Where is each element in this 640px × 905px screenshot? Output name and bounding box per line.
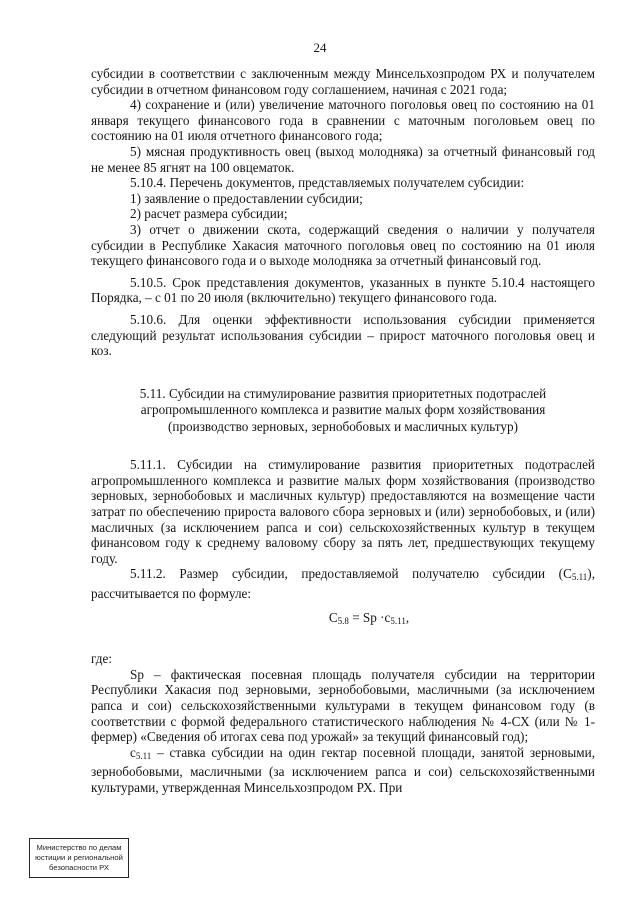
document-body	[91, 66, 595, 795]
subscript: 5.11	[135, 750, 152, 761]
sp-definition: Sp – фактическая посевная площадь получателя субсидии на территории Республики Хакасия под зерновыми, зернобобовыми, масличными (за исключением рапса и сои) сельскохозяйственными культурами в текущем финансовом году (в соответствии с формой федерального статистического наблюдения № 4-СХ (или № 1-фермер) «Сведения об итогах сева под урожай» за текущий финансовый год);	[91, 666, 595, 745]
paragraph-5-11-2	[91, 566, 595, 601]
variable: c	[130, 744, 136, 760]
section-title-line: агропромышленного комплекса и развитие малых форм хозяйствования	[140, 402, 546, 418]
stamp-line: юстиции и региональной	[35, 853, 123, 862]
section-title-line: (производство зерновых, зернобобовых и масличных культур)	[168, 418, 518, 434]
stamp-line: Министерство по делам	[36, 843, 122, 852]
section-title-line: 5.11. Субсидии на стимулирование развития приоритетных подотраслей	[139, 385, 547, 401]
formula-lhs-subscript: 5.8	[337, 615, 349, 626]
formula-tail: ,	[405, 609, 410, 625]
where-label: где:	[91, 651, 112, 667]
paragraph-text: 5.11.2. Размер субсидии, предоставляемой получателю субсидии (C	[130, 566, 572, 582]
paragraph: 1) заявление о предоставлении субсидии;	[130, 190, 363, 206]
section-title	[91, 386, 595, 436]
page-number: 24	[313, 40, 327, 55]
formula-rhs-subscript: 5.11	[390, 615, 406, 626]
formula-expression: = Sp ·c	[348, 609, 391, 625]
paragraph: 5) мясная продуктивность овец (выход молодняка) за отчетный финансовый год не менее 85 ягнят на 100 овцематок.	[91, 143, 595, 175]
paragraph: 4) сохранение и (или) увеличение маточного поголовья овец по состоянию на 01 января текущего финансового года в сравнении с маточным поголовьем овец по состоянию на 01 июля отчетного финансового года;	[91, 97, 595, 144]
formula-lhs: C	[328, 609, 338, 625]
paragraph: 5.11.1. Субсидии на стимулирование развития приоритетных подотраслей агропромышленного комплекса и развитие малых форм хозяйствования (производство зерновых, зернобобовых и масличных культур) предоставляются на возмещение части затрат по обеспечению прироста валового сбора зерновых и (или) зернобобовых, и (или) масличных (за исключением рапса и сои) сельскохозяйственных культур в текущем финансовом году к среднему валовому сбору за пять лет, предшествующих текущему году.	[91, 457, 595, 566]
paragraph: 5.10.6. Для оценки эффективности использования субсидии применяется следующий результат использования субсидии – прирост маточного поголовья овец и коз.	[91, 311, 595, 359]
ministry-stamp	[29, 838, 129, 878]
subscript: 5.11	[571, 572, 588, 583]
paragraph: 3) отчет о движении скота, содержащий сведения о наличии у получателя субсидии в Республике Хакасия маточного поголовья овец по состоянию на 01 июля текущего финансового года и о выходе молодняка за отчетный финансовый год.	[91, 221, 595, 269]
stamp-line: безопасности РХ	[49, 863, 109, 872]
definition-text: – ставка субсидии на один гектар посевной площади, занятой зерновыми, зернобобовыми, масличными (за исключением рапса и сои) сельскохозяйственными культурами, утвержденная Минсельхозпродом РХ. При	[91, 744, 595, 795]
paragraph: 5.10.5. Срок представления документов, указанных в пункте 5.10.4 настоящего Порядка, – с 01 по 20 июля (включительно) текущего финансового года.	[91, 274, 595, 306]
paragraph: субсидии в соответствии с заключенным между Минсельхозпродом РХ и получателем субсидии в отчетном финансовом году соглашением, начиная с 2021 года;	[91, 66, 595, 97]
paragraph: 5.10.4. Перечень документов, представляемых получателем субсидии:	[130, 175, 525, 191]
c-definition	[91, 745, 595, 796]
paragraph: 2) расчет размера субсидии;	[130, 206, 288, 222]
formula	[91, 610, 595, 630]
paragraph-text: ), рассчитывается по формуле:	[91, 566, 595, 601]
